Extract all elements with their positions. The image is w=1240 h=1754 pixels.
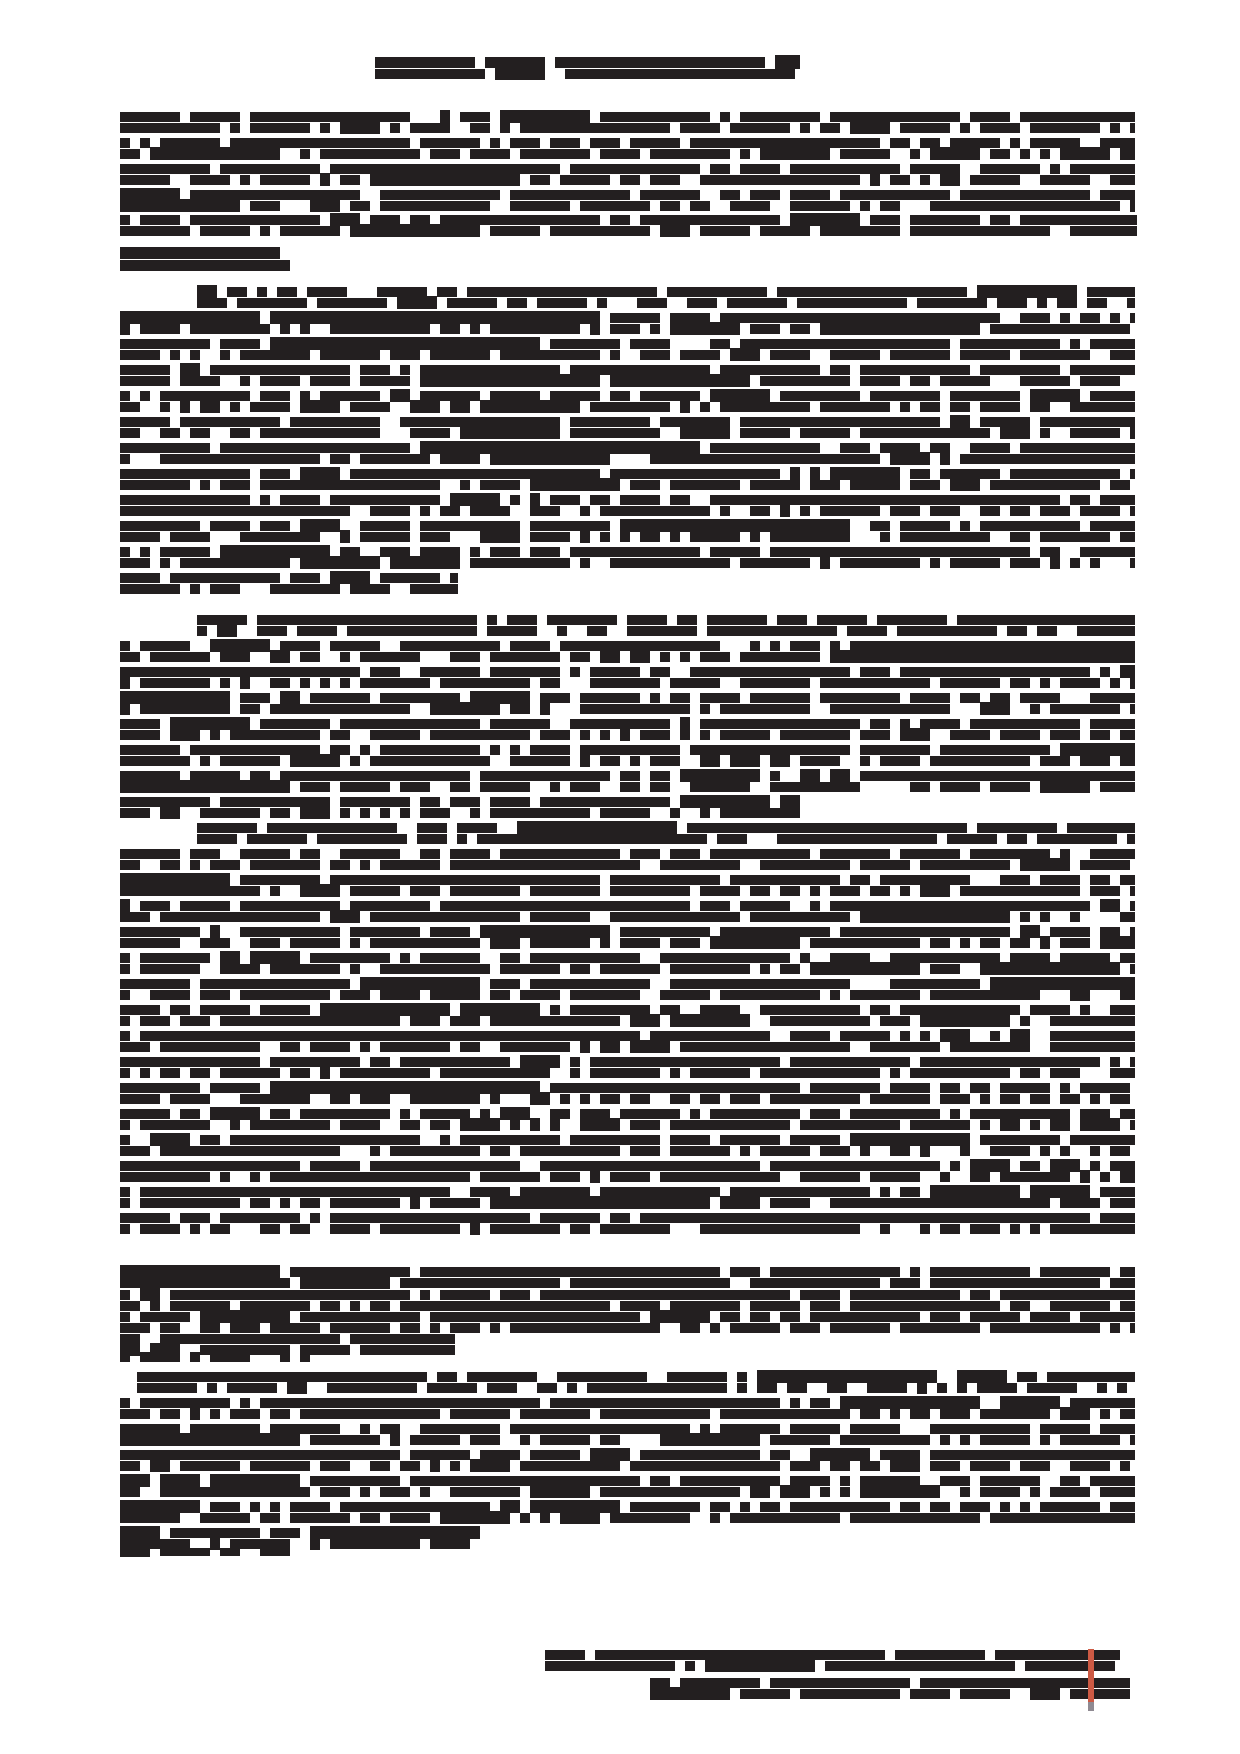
text-pixel-run [895,1650,985,1660]
text-pixel-run [1070,1689,1130,1699]
text-pixel-run [685,1661,695,1671]
text-pixel-run [920,1678,1130,1688]
text-pixel-run [910,1689,950,1699]
text-pixel-run [545,1650,585,1660]
text-pixel-run [770,1678,910,1688]
text-pixel-run [825,1661,1015,1671]
edit-cursor-nub [1088,1702,1094,1711]
text-pixel-run [650,1687,730,1700]
text-pixel-run [1030,1687,1060,1700]
text-pixel-run [1025,1661,1115,1671]
text-pixel-run [960,1689,1010,1699]
edit-cursor-bar [1088,1649,1094,1702]
text-pixel-run [740,1689,790,1699]
text-pixel-run [705,1659,815,1672]
text-pixel-run [545,1661,675,1671]
text-pixel-run [800,1689,900,1699]
text-pixel-run [995,1650,1120,1660]
